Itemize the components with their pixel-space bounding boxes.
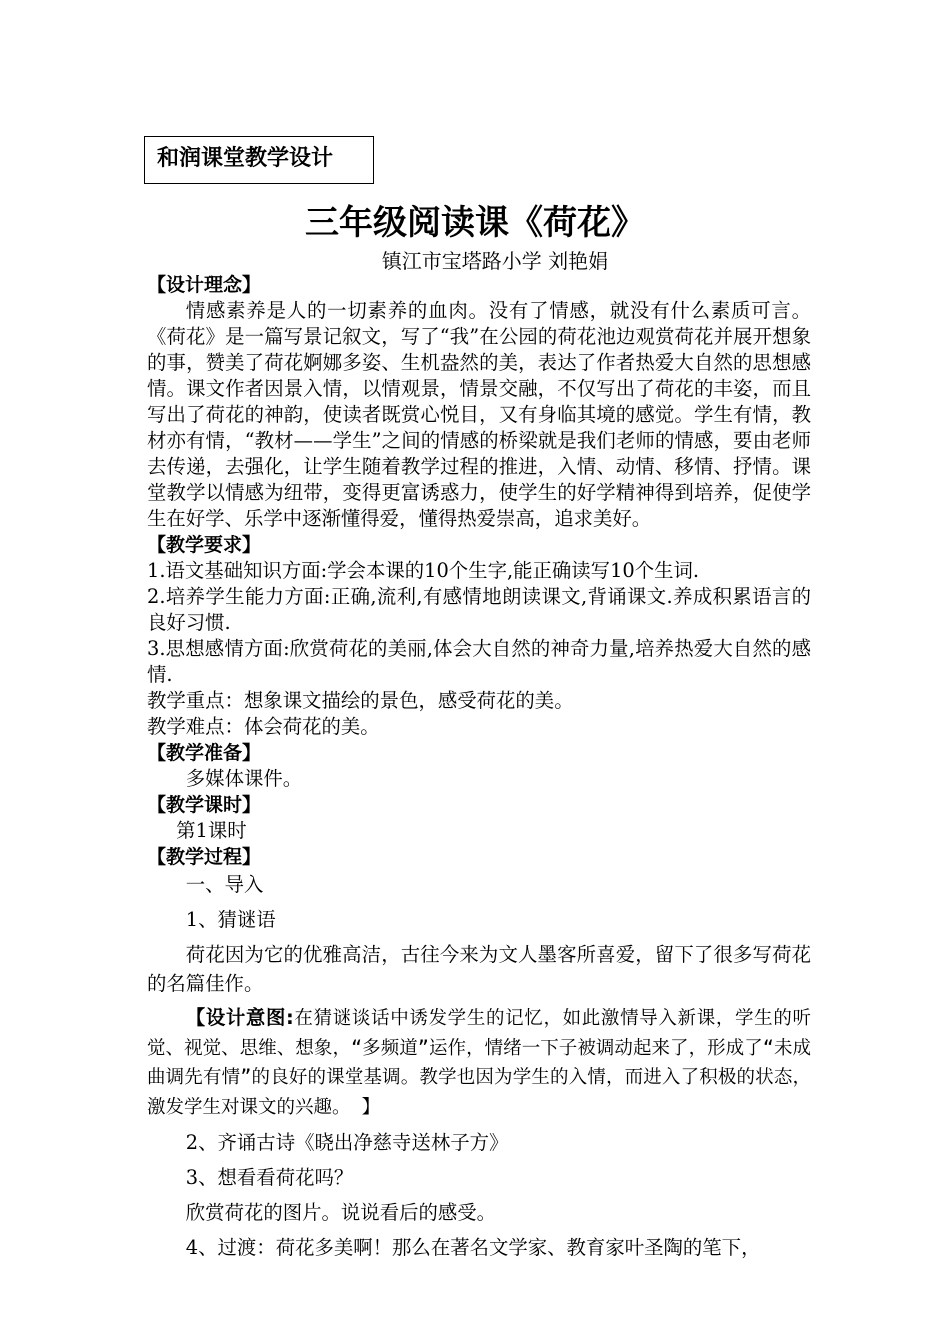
- design-intent-head: 【设计意图:: [185, 1006, 294, 1029]
- process-step-1-4: 4、过渡：荷花多美啊！那么在著名文学家、教育家叶圣陶的笔下，: [185, 1236, 761, 1259]
- preparation-heading: 【教学准备】: [147, 742, 262, 764]
- process-step-1-2: 2、齐诵古诗《晓出净慈寺送林子方》: [185, 1131, 509, 1154]
- requirement-item-3: 3.思想感情方面:欣赏荷花的美丽,体会大自然的神奇力量,培养热爱大自然的感情.: [147, 637, 811, 686]
- key-point: 教学重点：想象课文描绘的景色，感受荷花的美。: [147, 689, 574, 712]
- requirement-item-1: 1.语文基础知识方面:学会本课的10个生字,能正确读写10个生词.: [147, 559, 700, 582]
- design-concept-heading: 【设计理念】: [147, 274, 262, 296]
- preparation-body: 多媒体课件。: [185, 767, 303, 790]
- process-step-1: 一、导入: [185, 873, 264, 896]
- design-intent-body: 在猜谜谈话中诱发学生的记忆，如此激情导入新课，学生的听觉、视觉、思维、想象，“多频道”运作，情绪一下子被调动起来了，形成了“未成曲调先有情”的良好的课堂基调。教学也因为学生的入情，而进入了积极的状态，激发学生对课文的兴趣。 】: [147, 1008, 811, 1118]
- requirement-item-2: 2.培养学生能力方面:正确,流利,有感情地朗读课文,背诵课文.养成积累语言的良好习惯.: [147, 585, 811, 634]
- lesson-title: 三年级阅读课《荷花》: [305, 203, 645, 243]
- process-content: [147, 870, 811, 1262]
- periods-body: 第1课时: [176, 819, 247, 842]
- design-intent: [147, 1004, 811, 1122]
- difficulty-point: 教学难点：体会荷花的美。: [147, 715, 380, 738]
- process-step-1-3: 3、想看看荷花吗？: [185, 1166, 354, 1189]
- design-concept-body: 情感素养是人的一切素养的血肉。没有了情感，就没有什么素质可言。《荷花》是一篇写景记叙文，写了“我”在公园的荷花池边观赏荷花并展开想象的事，赞美了荷花婀娜多姿、生机盎然的美，表达了作者热爱大自然的思想感情。课文作者因景入情，以情观景，情景交融，不仅写出了荷花的丰姿，而且写出了荷花的神韵，使读者既赏心悦目，又有身临其境的感觉。学生有情，教材亦有情，“教材——学生”之间的情感的桥梁就是我们老师的情感，要由老师去传递，去强化，让学生随着教学过程的推进，入情、动情、移情、抒情。课堂教学以情感为纽带，变得更富诱惑力，使学生的好学精神得到培养，促使学生在好学、乐学中逐渐懂得爱，懂得热爱崇高，追求美好。: [147, 299, 811, 530]
- upper-content: [147, 272, 811, 870]
- boxed-series-title: 和润课堂教学设计: [144, 136, 374, 184]
- requirements-heading: 【教学要求】: [147, 534, 262, 556]
- process-paragraph-2: 欣赏荷花的图片。说说看后的感受。: [185, 1201, 497, 1224]
- process-paragraph-1: 荷花因为它的优雅高洁，古往今来为文人墨客所喜爱，留下了很多写荷花的名篇佳作。: [147, 943, 811, 995]
- author-line: 镇江市宝塔路小学 刘艳娟: [381, 249, 609, 273]
- process-step-1-1: 1、猜谜语: [185, 908, 276, 931]
- process-heading: 【教学过程】: [147, 846, 262, 868]
- periods-heading: 【教学课时】: [147, 794, 262, 816]
